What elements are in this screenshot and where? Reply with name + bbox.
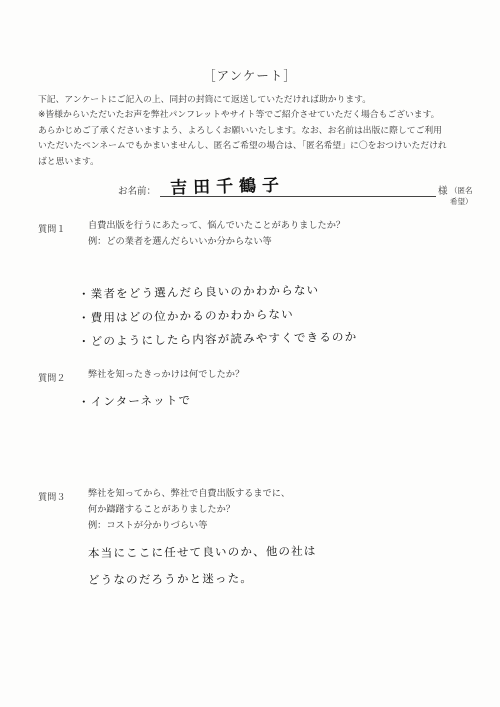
name-row xyxy=(118,172,478,206)
anonymous-option: （匿名希望） xyxy=(450,186,473,206)
q2-answer: ・インターネットで xyxy=(77,393,192,409)
name-value: 吉田千鶴子 xyxy=(169,175,286,199)
intro-text xyxy=(38,93,478,170)
intro-line: いただいたペンネームでもかまいませんし、匿名ご希望の場合は、「匿名希望」に〇をおつけいただけれ xyxy=(38,141,447,152)
q1-line: 例：どの業者を選んだらいいか分からない等 xyxy=(88,236,272,247)
q2-line: 弊社を知ったきっかけは何でしたか？ xyxy=(88,369,245,380)
q2-label: 質問２ xyxy=(38,373,66,384)
intro-line: ばと思います。 xyxy=(38,156,99,167)
q3-text xyxy=(88,486,290,534)
name-label: お名前： xyxy=(118,186,157,197)
q3-line: 弊社を知ってから、弊社で自費出版するまでに、 xyxy=(88,488,291,499)
page-title: ［アンケート］ xyxy=(203,68,297,83)
q3-line: 例：コストが分かりづらい等 xyxy=(88,520,208,531)
q1-answer: ・業者をどう選んだら良いのかわからない xyxy=(77,282,320,302)
intro-line: ※皆様からいただいたお声を弊社パンフレットやサイト等でご紹介させていただく場合もございます。 xyxy=(38,110,440,121)
q3-answer: どうなのだろうかと迷った。 xyxy=(87,571,254,587)
intro-line: 下記、アンケートにご記入の上、同封の封筒にて返送していただければ助かります。 xyxy=(38,95,372,105)
q1-line: 自費出版を行うにあたって、悩んでいたことがありましたか？ xyxy=(88,220,346,231)
q1-answer: ・どのようにしたら内容が読みやすくできるのか xyxy=(77,329,358,349)
q3-answer: 本当にここに任せて良いのか、他の社は xyxy=(87,543,317,561)
q1-text xyxy=(88,218,345,250)
q3-label: 質問３ xyxy=(38,492,66,503)
q2-text xyxy=(88,367,244,383)
q3-line: 何か躊躇することがありましたか？ xyxy=(88,504,235,515)
name-underline xyxy=(160,196,436,197)
q1-answer: ・費用はどの位かかるのかわからない xyxy=(77,307,295,325)
q1-label: 質問１ xyxy=(38,224,66,235)
name-suffix: 様 xyxy=(438,186,448,197)
intro-line: あらかじめご了承くださいますよう、よろしくお願いいたします。なお、お名前は出版に際してご利用 xyxy=(38,125,442,136)
